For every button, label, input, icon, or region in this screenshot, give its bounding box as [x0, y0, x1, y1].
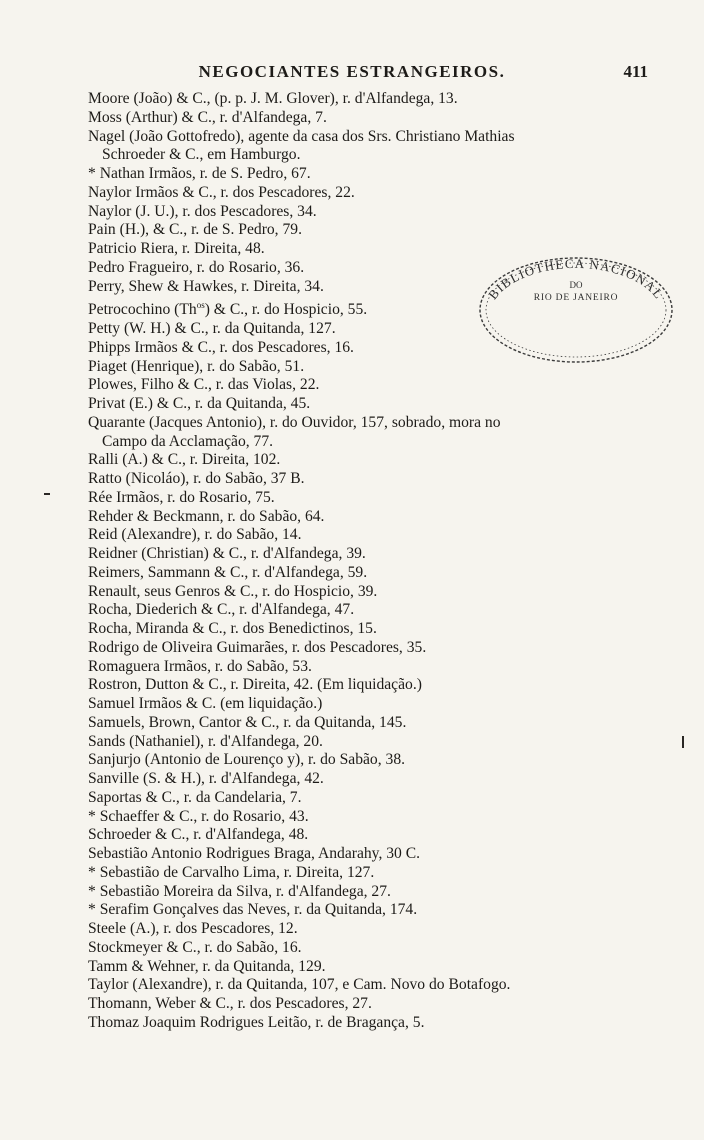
- directory-entry: Petty (W. H.) & C., r. da Quitanda, 127.: [88, 320, 336, 338]
- directory-entry: Moore (João) & C., (p. p. J. M. Glover), r. d'Alfandega, 13.: [88, 90, 458, 107]
- entry-list: [88, 90, 668, 1033]
- directory-entry: Naylor Irmãos & C., r. dos Pescadores, 22.: [88, 183, 355, 201]
- page-header: [0, 62, 704, 84]
- directory-entry: Schroeder & C., em Hamburgo.: [102, 146, 301, 164]
- directory-entry: Plowes, Filho & C., r. das Violas, 22.: [88, 376, 320, 394]
- directory-entry: Rostron, Dutton & C., r. Direita, 42. (Em liquidação.): [88, 676, 422, 694]
- margin-mark: [682, 736, 684, 748]
- stamp-do-text: DO: [569, 280, 583, 290]
- stamp-arc-text: BIBLIOTHECA NACIONAL: [485, 255, 667, 303]
- directory-entry: Sebastião Antonio Rodrigues Braga, Andarahy, 30 C.: [88, 845, 421, 863]
- directory-entry: Rocha, Miranda & C., r. dos Benedictinos, 15.: [88, 620, 377, 638]
- directory-entry: Romaguera Irmãos, r. do Sabão, 53.: [88, 657, 312, 675]
- directory-entry: Thomaz Joaquim Rodrigues Leitão, r. de Bragança, 5.: [88, 1013, 425, 1031]
- directory-entry: Steele (A.), r. dos Pescadores, 12.: [88, 920, 298, 938]
- library-stamp: [472, 246, 678, 366]
- directory-entry: Tamm & Wehner, r. da Quitanda, 129.: [88, 957, 326, 975]
- directory-entry: Rodrigo de Oliveira Guimarães, r. dos Pescadores, 35.: [88, 638, 427, 656]
- directory-entry: Phipps Irmãos & C., r. dos Pescadores, 16.: [88, 338, 354, 356]
- page-number: 411: [623, 62, 648, 81]
- directory-entry: Sanville (S. & H.), r. d'Alfandega, 42.: [88, 770, 324, 788]
- directory-entry: Taylor (Alexandre), r. da Quitanda, 107, e Cam. Novo do Botafogo.: [88, 976, 511, 994]
- directory-entry: Reid (Alexandre), r. do Sabão, 14.: [88, 526, 302, 544]
- directory-entry: * Sebastião de Carvalho Lima, r. Direita, 127.: [88, 863, 375, 881]
- directory-entry: Ratto (Nicoláo), r. do Sabão, 37 B.: [88, 470, 305, 488]
- margin-mark: [44, 493, 50, 495]
- directory-entry: Quarante (Jacques Antonio), r. do Ouvidor, 157, sobrado, mora no: [88, 413, 501, 431]
- stamp-city-text: RIO DE JANEIRO: [533, 293, 619, 303]
- directory-entry: Ralli (A.) & C., r. Direita, 102.: [88, 451, 281, 469]
- directory-entry: Samuels, Brown, Cantor & C., r. da Quitanda, 145.: [88, 713, 407, 731]
- directory-entry: Moss (Arthur) & C., r. d'Alfandega, 7.: [88, 108, 327, 126]
- directory-entry: Piaget (Henrique), r. do Sabão, 51.: [88, 357, 305, 375]
- directory-entry: * Nathan Irmãos, r. de S. Pedro, 67.: [88, 165, 311, 182]
- directory-entry: Rée Irmãos, r. do Rosario, 75.: [88, 488, 275, 506]
- directory-entry: Campo da Acclamação, 77.: [102, 432, 274, 450]
- directory-entry: * Sebastião Moreira da Silva, r. d'Alfandega, 27.: [88, 882, 391, 900]
- directory-entry: Reidner (Christian) & C., r. d'Alfandega, 39.: [88, 545, 366, 563]
- directory-entry: * Schaeffer & C., r. do Rosario, 43.: [88, 807, 309, 825]
- directory-entry: Pain (H.), & C., r. de S. Pedro, 79.: [88, 221, 302, 239]
- directory-entry: Saportas & C., r. da Candelaria, 7.: [88, 788, 302, 806]
- directory-entry: Pedro Fragueiro, r. do Rosario, 36.: [88, 258, 305, 276]
- directory-entry: Nagel (João Gottofredo), agente da casa dos Srs. Christiano Mathias: [88, 127, 515, 145]
- directory-entry: Privat (E.) & C., r. da Quitanda, 45.: [88, 395, 311, 413]
- directory-entry: Sands (Nathaniel), r. d'Alfandega, 20.: [88, 732, 323, 750]
- directory-entry: Samuel Irmãos & C. (em liquidação.): [88, 695, 323, 713]
- directory-entry: Renault, seus Genros & C., r. do Hospicio, 39.: [88, 582, 378, 600]
- directory-entry: Rehder & Beckmann, r. do Sabão, 64.: [88, 507, 325, 525]
- directory-entry: Patricio Riera, r. Direita, 48.: [88, 240, 265, 257]
- directory-entry: Sanjurjo (Antonio de Lourenço y), r. do Sabão, 38.: [88, 751, 406, 769]
- directory-entry: Thomann, Weber & C., r. dos Pescadores, 27.: [88, 995, 372, 1013]
- directory-entry: Rocha, Diederich & C., r. d'Alfandega, 47.: [88, 601, 355, 619]
- directory-entry: * Serafim Gonçalves das Neves, r. da Quitanda, 174.: [88, 901, 418, 919]
- directory-entry: Perry, Shew & Hawkes, r. Direita, 34.: [88, 277, 324, 295]
- directory-entry: Schroeder & C., r. d'Alfandega, 48.: [88, 826, 309, 844]
- directory-entry: Stockmeyer & C., r. do Sabão, 16.: [88, 938, 302, 956]
- directory-entry: Naylor (J. U.), r. dos Pescadores, 34.: [88, 202, 317, 220]
- directory-entry: Reimers, Sammann & C., r. d'Alfandega, 59.: [88, 563, 368, 581]
- directory-entry: Petrocochino $(Th^{os})$ & C., r. do Hospicio, 55.: [88, 300, 368, 319]
- page-title: NEGOCIANTES ESTRANGEIROS.: [198, 62, 506, 81]
